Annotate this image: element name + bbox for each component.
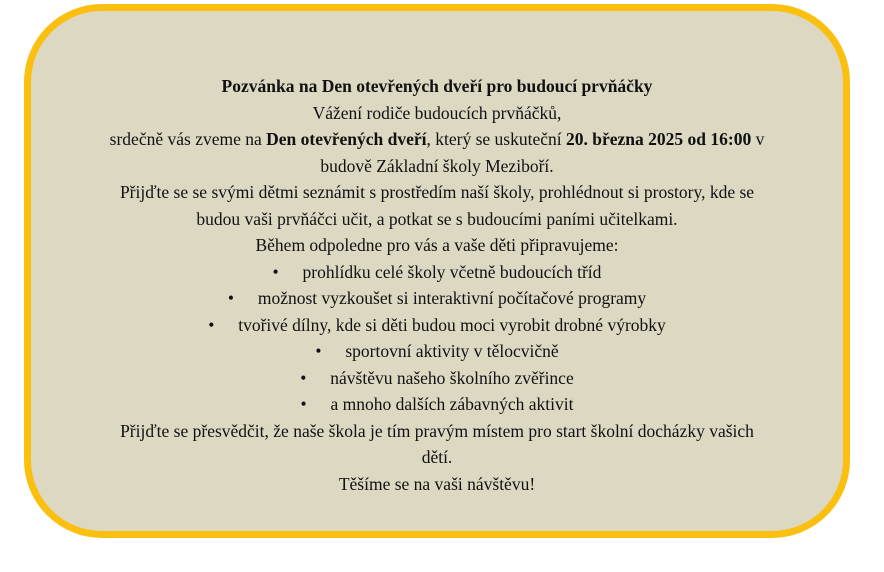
farewell: Těšíme se na vaši návštěvu! [338,473,536,494]
closing-line-2: dětí. [421,447,453,467]
program-intro: Během odpoledne pro vás a vaše děti připravujeme: [255,235,619,255]
list-item [31,365,843,392]
activity-text: návštěvu našeho školního zvěřince [330,367,574,388]
list-item [31,312,843,339]
greeting: Vážení rodiče budoucích prvňáčků, [312,102,562,123]
intro-line-2: budově Základní školy Meziboří. [320,155,554,176]
list-item [31,391,843,418]
bullet-icon: • [315,341,322,361]
intro-line-1 [31,126,843,153]
activity-text: tvořivé dílny, kde si děti budou moci vyrobit drobné výrobky [238,314,666,335]
activity-text: sportovní aktivity v tělocvičně [345,341,559,361]
activity-text: prohlídku celé školy včetně budoucích tříd [302,261,602,282]
bullet-icon: • [272,261,279,282]
bullet-icon: • [300,367,307,388]
event-name: Den otevřených dveří [266,129,427,149]
activity-text: možnost vyzkoušet si interaktivní počítačové programy [257,288,647,308]
paragraph-line-1: Přijďte se se svými dětmi seznámit s prostředím naší školy, prohlédnout si prostory, kde se [119,182,755,202]
activity-text: a mnoho dalších zábavných aktivit [330,394,574,414]
invitation-title: Pozvánka na Den otevřených dveří pro budoucí prvňáčky [221,76,653,96]
intro-middle: , který se uskuteční [426,129,566,149]
list-item [31,338,843,365]
paragraph-line-2: budou vaši prvňáčci učit, a potkat se s budoucími paními učitelkami. [196,208,678,229]
bullet-icon: • [227,288,234,308]
intro-suffix: v [751,129,765,149]
event-date-time: 20. března 2025 od 16:00 [566,129,752,149]
intro-prefix: srdečně vás zveme na [109,129,267,149]
closing-line-1: Přijďte se přesvědčit, že naše škola je tím pravým místem pro start školní docházky vašich [120,420,754,441]
activities-list [31,259,843,418]
invitation-content [31,73,843,497]
list-item [31,259,843,286]
invitation-card [24,4,850,538]
list-item [31,285,843,312]
bullet-icon: • [300,394,307,414]
bullet-icon: • [208,314,215,335]
